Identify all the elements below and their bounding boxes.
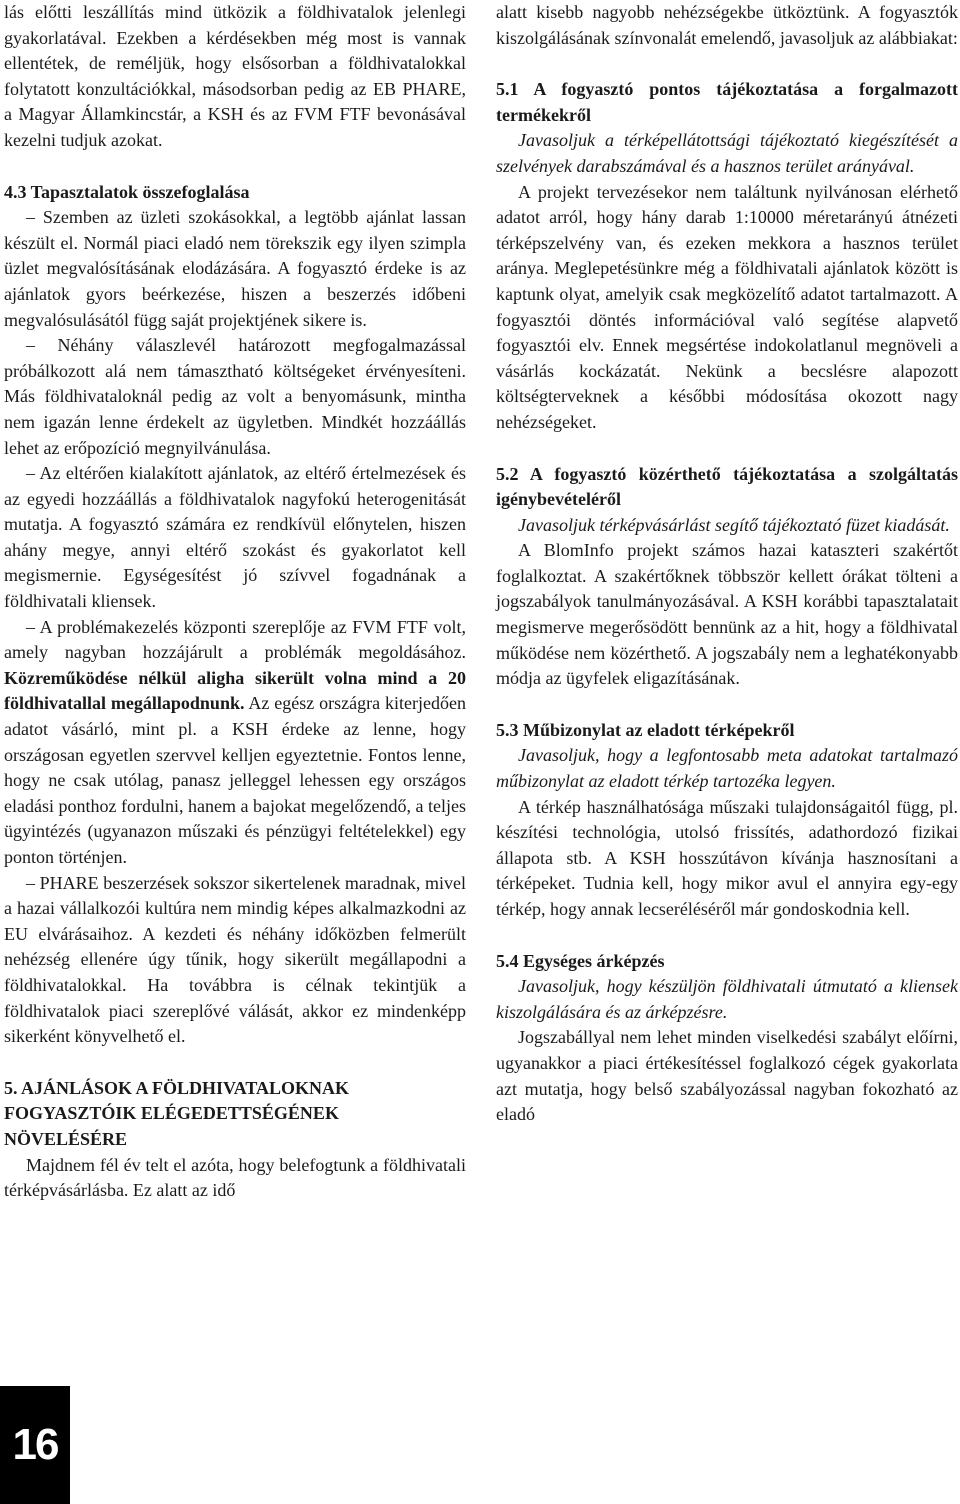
recommendation: Javasoljuk, hogy a legfontosabb meta adatokat tartalmazó műbizonylat az eladott térkép tartozéka legyen. (496, 745, 958, 792)
paragraph: A BlomInfo projekt számos hazai kataszteri szakértőt foglalkoztat. A szakértőknek többször kellett órákat tölteni a jogszabályok tanulmányozásával. A KSH korábbi tapasztalatait megismerve megerősödött bennünk az a hit, hogy a földhivatal működése nem közérthető. A jogszabály nem a leghatékonyabb módja az ügyfelek eligazításának. (496, 540, 958, 689)
paragraph: A projekt tervezésekor nem találtunk nyilvánosan elérhető adatot arról, hogy hány darab 1:10000 méretarányú átnézeti térképszelvény van, és ezeken mekkora a hasznos terület aránya. Meglepetésünkre még a földhivatali ajánlatok között is kaptunk olyat, amelyik csak megközelítő adatot tartalmazott. A fogyasztói döntés információval való segítése alapvető fogyasztói elv. Ennek megsértése indokolatlanul megnöveli a vásárlás kockázatát. Nekünk a becslésre alapozott költségterveknek a későbbi módosítása okozott nagy nehézségeket. (496, 181, 958, 432)
paragraph-text: – A problémakezelés központi szereplője az FVM FTF volt, amely nagyban hozzájárult a problémák megoldásához. (4, 616, 466, 663)
paragraph (4, 615, 466, 871)
paragraph: lás előtti leszállítás mind ütközik a földhivatalok jelenlegi gyakorlatával. Ezekben a kérdésekben még most is vannak ellentétek, de reméljük, hogy elsősorban a földhivatalokkal folytatott konzultációkkal, másodsorban pedig az EB PHARE, a Magyar Államkincstár, a KSH és az FVM FTF bevonásával kezelni tudjuk azokat. (4, 2, 466, 150)
emphasis-text: Közreműködése nélkül aligha sikerült volna mind a 20 földhivatallal megállapodnunk. (4, 667, 466, 714)
paragraph: A térkép használhatósága műszaki tulajdonságaitól függ, pl. készítési technológia, utolsó frissítés, adathordozó fizikai állapota stb. A KSH hosszútávon kívánja hasznosítani a térképeket. Tudnia kell, hogy mikor avul el annyira egy-egy térkép, hogy annak lecseréléséről már gondoskodnia kell. (496, 796, 958, 919)
recommendation: Javasoljuk, hogy készüljön földhivatali útmutató a kliensek kiszolgálására és az árképzésre. (496, 976, 958, 1022)
section-heading-5-2: 5.2 A fogyasztó közérthető tájékoztatása a szolgáltatás igénybevételéről (496, 463, 958, 510)
paragraph: – Szemben az üzleti szokásokkal, a legtöbb ajánlat lassan készült el. Normál piaci eladó nem törekszik egy ilyen szimpla üzlet megvalósításának elodázására. A fogyasztó érdeke is az ajánlatok gyors beérkezése, hiszen a beszerzés időbeni megvalósulásától függ saját projektjének sikere is. (4, 207, 466, 330)
paragraph-text: Az egész országra kiterjedően adatot vásárló, mint pl. a KSH érdeke az lenne, hogy országosan egyetlen szervvel kelljen egyeztetnie. Fontos lenne, hogy ne csak utólag, panasz jelleggel lehessen egy országos eladási ponthoz fordulni, hanem a bajokat megelőzendő, a teljes ügyintézés (ugyanazon műszaki és pénzügyi feltételekkel) egy ponton történjen. (4, 693, 466, 867)
paragraph: – PHARE beszerzések sokszor sikertelenek maradnak, mivel a hazai vállalkozói kultúra nem mindig képes alkalmazkodni az EU elvárásaihoz. A kezdeti és néhány időközben felmerült nehézség ellenére úgy tűnik, hogy sikerült megállapodni a földhivatalokkal. Ha továbbra is célnak tekintjük a földhivatalok piaci szereplővé válását, akkor ez mindenképp sikerként könyvelhető el. (4, 872, 466, 1047)
paragraph: Majdnem fél év telt el azóta, hogy belefogtunk a földhivatali térképvásárlásba. Ez alatt az idő (4, 1154, 466, 1201)
section-heading-4-3: 4.3 Tapasztalatok összefoglalása (4, 181, 250, 202)
right-column (496, 0, 958, 1128)
section-heading-5-1: 5.1 A fogyasztó pontos tájékoztatása a forgalmazott termékekről (496, 79, 958, 125)
paragraph: – Az eltérően kialakított ajánlatok, az eltérő értelmezések és az egyedi hozzáállás a földhivatalok nagyfokú heterogenitását mutatja. A fogyasztó számára ez rendkívül előnytelen, hiszen ahány megye, annyi eltérő szokást és gyakorlatot kell megismernie. Egységesítést jó szívvel fogadnának a földhivatali kliensek. (4, 463, 466, 612)
paragraph: Jogszabállyal nem lehet minden viselkedési szabályt előírni, ugyanakkor a piaci értékesítéssel foglalkozó cégek gyakorlata azt mutatja, hogy belső szabályozással nagyban fokozható az eladó (496, 1027, 958, 1125)
section-heading-5-4: 5.4 Egységes árképzés (496, 950, 665, 971)
left-column (4, 0, 466, 1204)
recommendation: Javasoljuk a térképellátottsági tájékoztató kiegészítését a szelvények darabszámával és a hasznos terület arányával. (496, 130, 958, 176)
chapter-heading-5: 5. AJÁNLÁSOK A FÖLDHIVATALOKNAK FOGYASZTÓIK ELÉGEDETTSÉGÉNEK NÖVELÉSÉRE (4, 1077, 350, 1149)
paragraph: – Néhány válaszlevél határozott megfogalmazással próbálkozott alá nem támasztható költségeket érvényesíteni. Más földhivataloknál pedig az volt a benyomásunk, mintha nem igazán lenne érdekelt az ügyletben. Mindkét hozzáállás lehet az erőpozíció megnyilvánulása. (4, 335, 466, 458)
page-number: 16 (0, 1386, 70, 1504)
paragraph: alatt kisebb nagyobb nehézségekbe ütköztünk. A fogyasztók kiszolgálásának színvonalát emelendő, javasoljuk az alábbiakat: (496, 2, 958, 48)
recommendation: Javasoljuk térképvásárlást segítő tájékoztató füzet kiadását. (518, 514, 950, 535)
section-heading-5-3: 5.3 Műbizonylat az eladott térképekről (496, 719, 795, 740)
